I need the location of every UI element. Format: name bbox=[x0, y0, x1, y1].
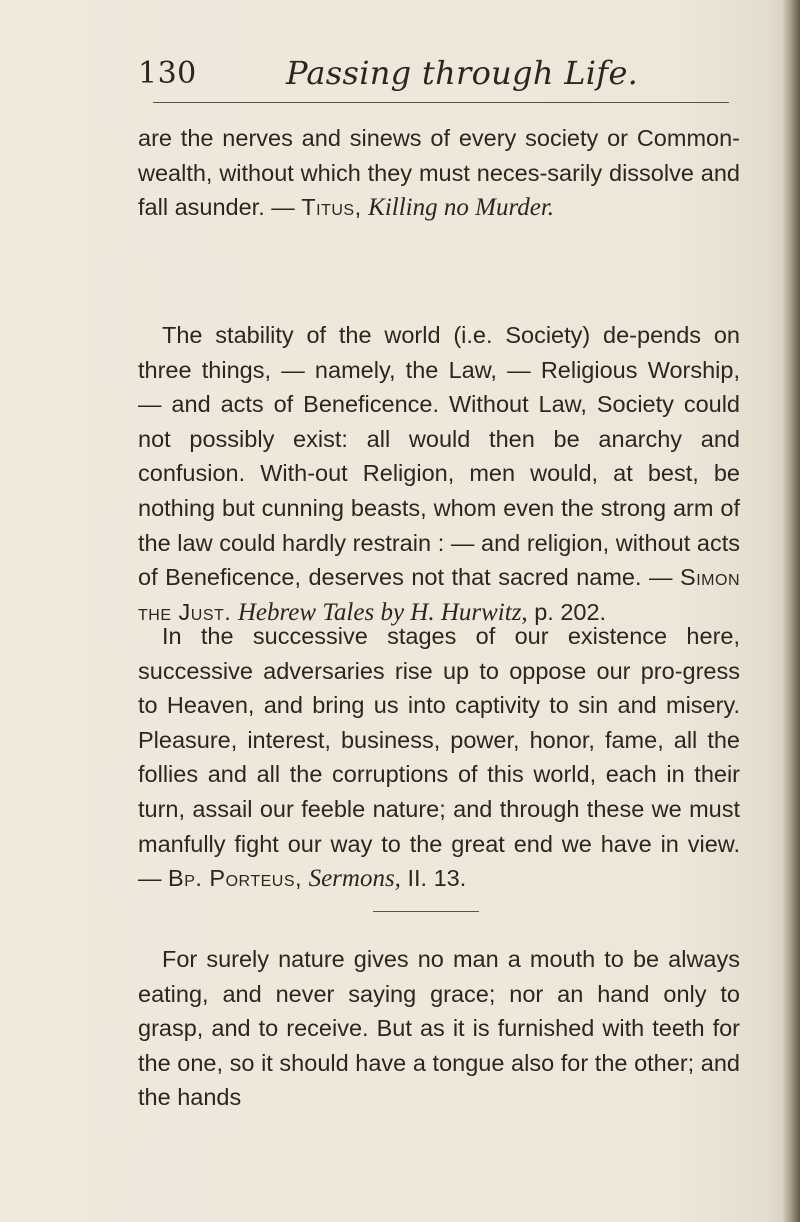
page-header bbox=[138, 54, 738, 98]
passage-text: In the successive stages of our existence here, successive adversaries rise up to oppose our pro-gress to Heaven, and bring us into captivity to sin and misery. Pleasure, interest, business, power, honor, fame, all the follies and all the corruptions of this world, each in their turn, assail our feeble nature; and through these we must manfully fight our way to the great end we have in view. — bbox=[138, 623, 740, 892]
passage-2 bbox=[138, 318, 740, 630]
passage-3 bbox=[138, 619, 740, 897]
passage-text: The stability of the world (i.e. Society) de-pends on three things, — namely, the Law, — Religious Worship, — and acts of Beneficence. Without Law, Society could not possibly exist: all would then be anarchy and confusion. With-out Religion, men would, at best, be nothing but cunning beasts, whom even the strong arm of the law could hardly restrain : — and religion, without acts of Beneficence, deserves not that sacred name. — bbox=[138, 322, 740, 591]
passage-4 bbox=[138, 942, 740, 1115]
running-title: Passing through Life. bbox=[286, 54, 639, 92]
passage-author: Simon the Just. bbox=[138, 564, 740, 625]
passage-source: Sermons, bbox=[308, 865, 401, 893]
page-number: 130 bbox=[138, 56, 197, 91]
passage-reference: p. 202. bbox=[527, 598, 607, 625]
passage-text: are the nerves and sinews of every society or Common-wealth, without which they must neces-sarily dissolve and fall asunder. — bbox=[138, 125, 740, 221]
passage-author: Titus, bbox=[301, 194, 362, 221]
section-divider bbox=[373, 911, 479, 912]
passage-author: Bp. Porteus, bbox=[168, 865, 303, 892]
passage-1 bbox=[138, 121, 740, 226]
header-rule bbox=[153, 102, 729, 103]
passage-reference: II. 13. bbox=[400, 865, 467, 892]
passage-source: Killing no Murder. bbox=[368, 194, 555, 222]
passage-text: For surely nature gives no man a mouth to be always eating, and never saying grace; nor an hand only to grasp, and to receive. But as it is furnished with teeth for the one, so it should have a tongue also for the other; and the hands bbox=[138, 946, 740, 1111]
passage-source: Hebrew Tales by H. Hurwitz, bbox=[237, 598, 528, 626]
page-edge-shadow bbox=[782, 0, 800, 1222]
